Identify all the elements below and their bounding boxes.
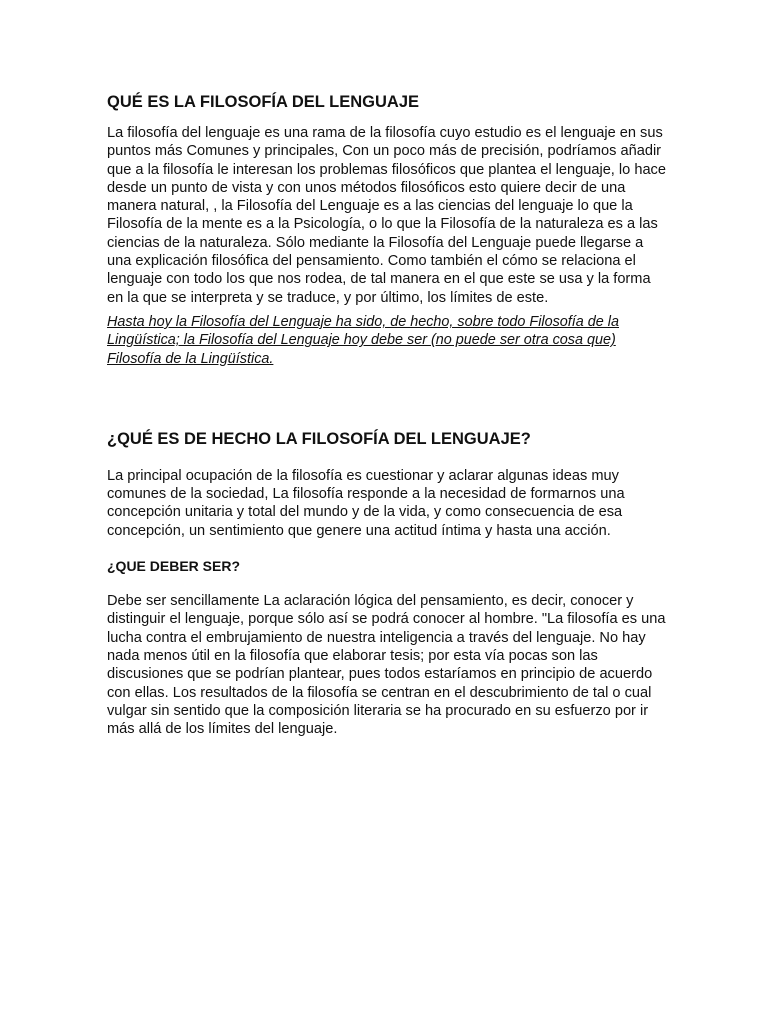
section-2-heading: ¿QUÉ ES DE HECHO LA FILOSOFÍA DEL LENGUAJE? — [107, 429, 531, 448]
section-3-heading: ¿QUE DEBER SER? — [107, 558, 241, 575]
section-1-quote: Hasta hoy la Filosofía del Lenguaje ha sido, de hecho, sobre todo Filosofía de la Lingüística; la Filosofía del Lenguaje hoy debe ser (no puede ser otra cosa que) Filosofía de la Lingüística. — [107, 313, 619, 367]
document-page — [107, 92, 667, 738]
section-2-paragraph: La principal ocupación de la filosofía es cuestionar y aclarar algunas ideas muy comunes de la sociedad, La filosofía responde a la necesidad de formarnos una concepción unitaria y total del mundo y de la vida, y como consecuencia de esa concepción, un sentimiento que genere una actitud íntima y hasta una acción. — [107, 467, 625, 539]
section-1-paragraph: La filosofía del lenguaje es una rama de la filosofía cuyo estudio es el lenguaje en sus puntos más Comunes y principales, Con un poco más de precisión, podríamos añadir que a la filosofía le interesan los problemas filosóficos que plantea el lenguaje, lo hace desde un punto de vista y con unos métodos filosóficos esto quiere decir de una manera natural, , la Filosofía del Lenguaje es a las ciencias del lenguaje lo que la Filosofía de la mente es a la Psicología, o lo que la Filosofía de la naturaleza es a las ciencias de la naturaleza. Sólo mediante la Filosofía del Lenguaje puede llegarse a una explicación filosófica del pensamiento. Como también el cómo se relaciona el lenguaje con todo los que nos rodea, de tal manera en el que este se usa y la forma en la que se interpreta y se traduce, y por último, los límites de este. — [107, 125, 666, 306]
section-3-paragraph: Debe ser sencillamente La aclaración lógica del pensamiento, es decir, conocer y distinguir el lenguaje, porque sólo así se podrá conocer al hombre. "La filosofía es una lucha contra el embrujamiento de nuestra inteligencia a través del lenguaje. No hay nada menos útil en la filosofía que elaborar tesis; por esta vía pocas son las discusiones que se podrían plantear, pues todos estaríamos en principio de acuerdo con ellas. Los resultados de la filosofía se centran en el descubrimiento de tal o cual vulgar sin sentido que la composición literaria se ha procurado en su esfuerzo por ir más allá de los límites del lenguaje. — [107, 593, 666, 738]
section-1-heading: QUÉ ES LA FILOSOFÍA DEL LENGUAJE — [107, 93, 420, 111]
